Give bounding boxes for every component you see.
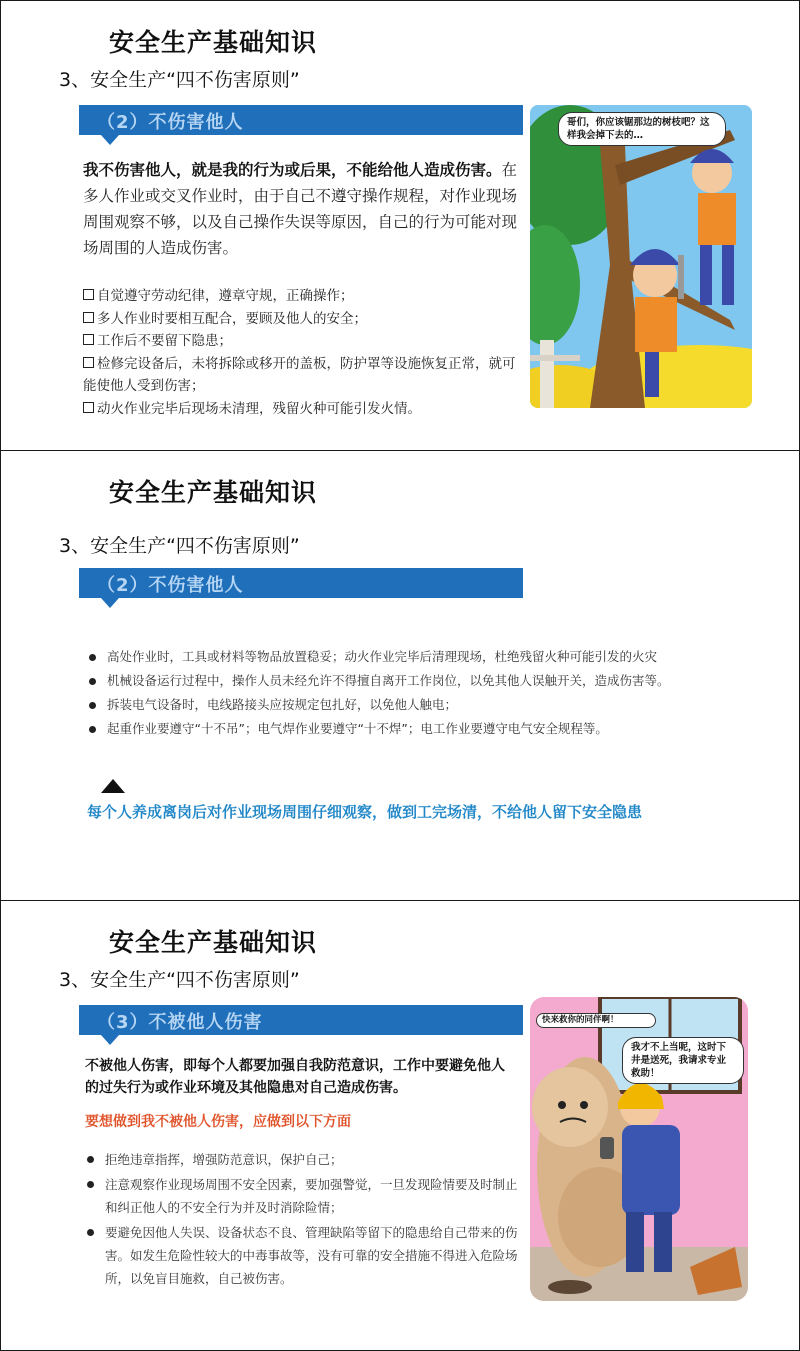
section-heading: （3）不被他人伤害 <box>97 1012 263 1033</box>
slide-1 <box>0 0 800 451</box>
tree-cutting-illustration <box>530 105 752 408</box>
intro-rest: 在多人作业或交叉作业时，由于自己不遵守操作规程，对作业现场周围观察不够，以及自己操作失误等原因，自己的行为可能对现场周围的人造成伤害。 <box>83 161 518 257</box>
bullet-icon <box>89 678 96 685</box>
speech-bubble: 哥们，你应该锯那边的树枝吧？这样我会掉下去的… <box>558 112 726 146</box>
gas-rescue-illustration <box>530 997 748 1301</box>
section-band <box>79 1005 523 1035</box>
slide-subtitle: 3、安全生产“四不伤害原则” <box>59 969 300 991</box>
checkbox-icon <box>83 289 94 300</box>
checkbox-icon <box>83 312 94 323</box>
triangle-marker-icon <box>101 779 125 793</box>
bullet-icon <box>89 726 96 733</box>
list-item: 工作后不要留下隐患； <box>83 330 527 353</box>
slide-subtitle: 3、安全生产“四不伤害原则” <box>59 535 300 557</box>
band-pointer <box>101 598 119 608</box>
intro-paragraph: 不被他人伤害，即每个人都要加强自我防范意识，工作中要避免他人的过失行为或作业环境及其他隐患对自己造成伤害。 <box>85 1058 505 1096</box>
speech-bubble-top: 快来救你的同伴啊！ <box>536 1013 656 1028</box>
bullet-icon <box>87 1229 94 1236</box>
intro-bold: 我不伤害他人，就是我的行为或后果，不能给他人造成伤害。 <box>83 161 502 179</box>
bullet-icon <box>87 1181 94 1188</box>
section-heading: （2）不伤害他人 <box>97 575 244 596</box>
slide-title: 安全生产基础知识 <box>109 478 318 507</box>
list-item: 高处作业时，工具或材料等物品放置稳妥；动火作业完毕后清理现场，杜绝残留火种可能引发的火灾 <box>87 647 687 667</box>
list-item: 检修完设备后，未将拆除或移开的盖板，防护罩等设施恢复正常，就可能使他人受到伤害； <box>83 355 516 394</box>
band-pointer <box>101 135 119 145</box>
checkbox-icon <box>83 402 94 413</box>
slide-title: 安全生产基础知识 <box>109 928 318 957</box>
checkbox-icon <box>83 357 94 368</box>
intro-paragraph <box>83 157 523 261</box>
list-item: 多人作业时要相互配合，要顾及他人的安全； <box>83 308 527 331</box>
section-heading: （2）不伤害他人 <box>97 112 244 133</box>
list-item: 动火作业完毕后现场未清理，残留火种可能引发火情。 <box>83 398 527 421</box>
slide-subtitle: 3、安全生产“四不伤害原则” <box>59 69 300 91</box>
list-item: 自觉遵守劳动纪律，遵章守规，正确操作； <box>83 285 527 308</box>
bullet-list <box>85 1148 519 1290</box>
speech-bubble: 我才不上当呢，这时下井是送死，我请求专业救助！ <box>622 1037 744 1084</box>
slide-title: 安全生产基础知识 <box>109 28 318 57</box>
list-item: 拆装电气设备时，电线路接头应按规定包扎好，以免他人触电； <box>87 695 687 715</box>
bullet-icon <box>89 654 96 661</box>
bullet-icon <box>89 702 96 709</box>
checkbox-icon <box>83 334 94 345</box>
red-heading: 要想做到我不被他人伤害，应做到以下方面 <box>85 1114 351 1130</box>
list-item: 注意观察作业现场周围不安全因素，要加强警觉，一旦发现险情要及时制止和纠正他人的不安全行为并及时消除险情； <box>85 1173 519 1219</box>
band-pointer <box>101 1035 119 1045</box>
highlight-text: 每个人养成离岗后对作业现场周围仔细观察，做到工完场清，不给他人留下安全隐患 <box>87 803 643 821</box>
list-item: 起重作业要遵守“十不吊”；电气焊作业要遵守“十不焊”；电工作业要遵守电气安全规程等。 <box>87 719 687 739</box>
checklist <box>83 285 527 420</box>
list-item: 拒绝违章指挥，增强防范意识，保护自己； <box>85 1148 519 1171</box>
slide-2 <box>0 450 800 901</box>
list-item: 机械设备运行过程中，操作人员未经允许不得擅自离开工作岗位，以免其他人误触开关，造成伤害等。 <box>87 671 687 691</box>
section-band <box>79 105 523 135</box>
slide-3 <box>0 900 800 1351</box>
bullet-list <box>87 647 687 739</box>
bullet-icon <box>87 1156 94 1163</box>
list-item: 要避免因他人失误、设备状态不良、管理缺陷等留下的隐患给自己带来的伤害。如发生危险性较大的中毒事故等，没有可靠的安全措施不得进入危险场所，以免盲目施救，自己被伤害。 <box>85 1221 519 1290</box>
section-band <box>79 568 523 598</box>
